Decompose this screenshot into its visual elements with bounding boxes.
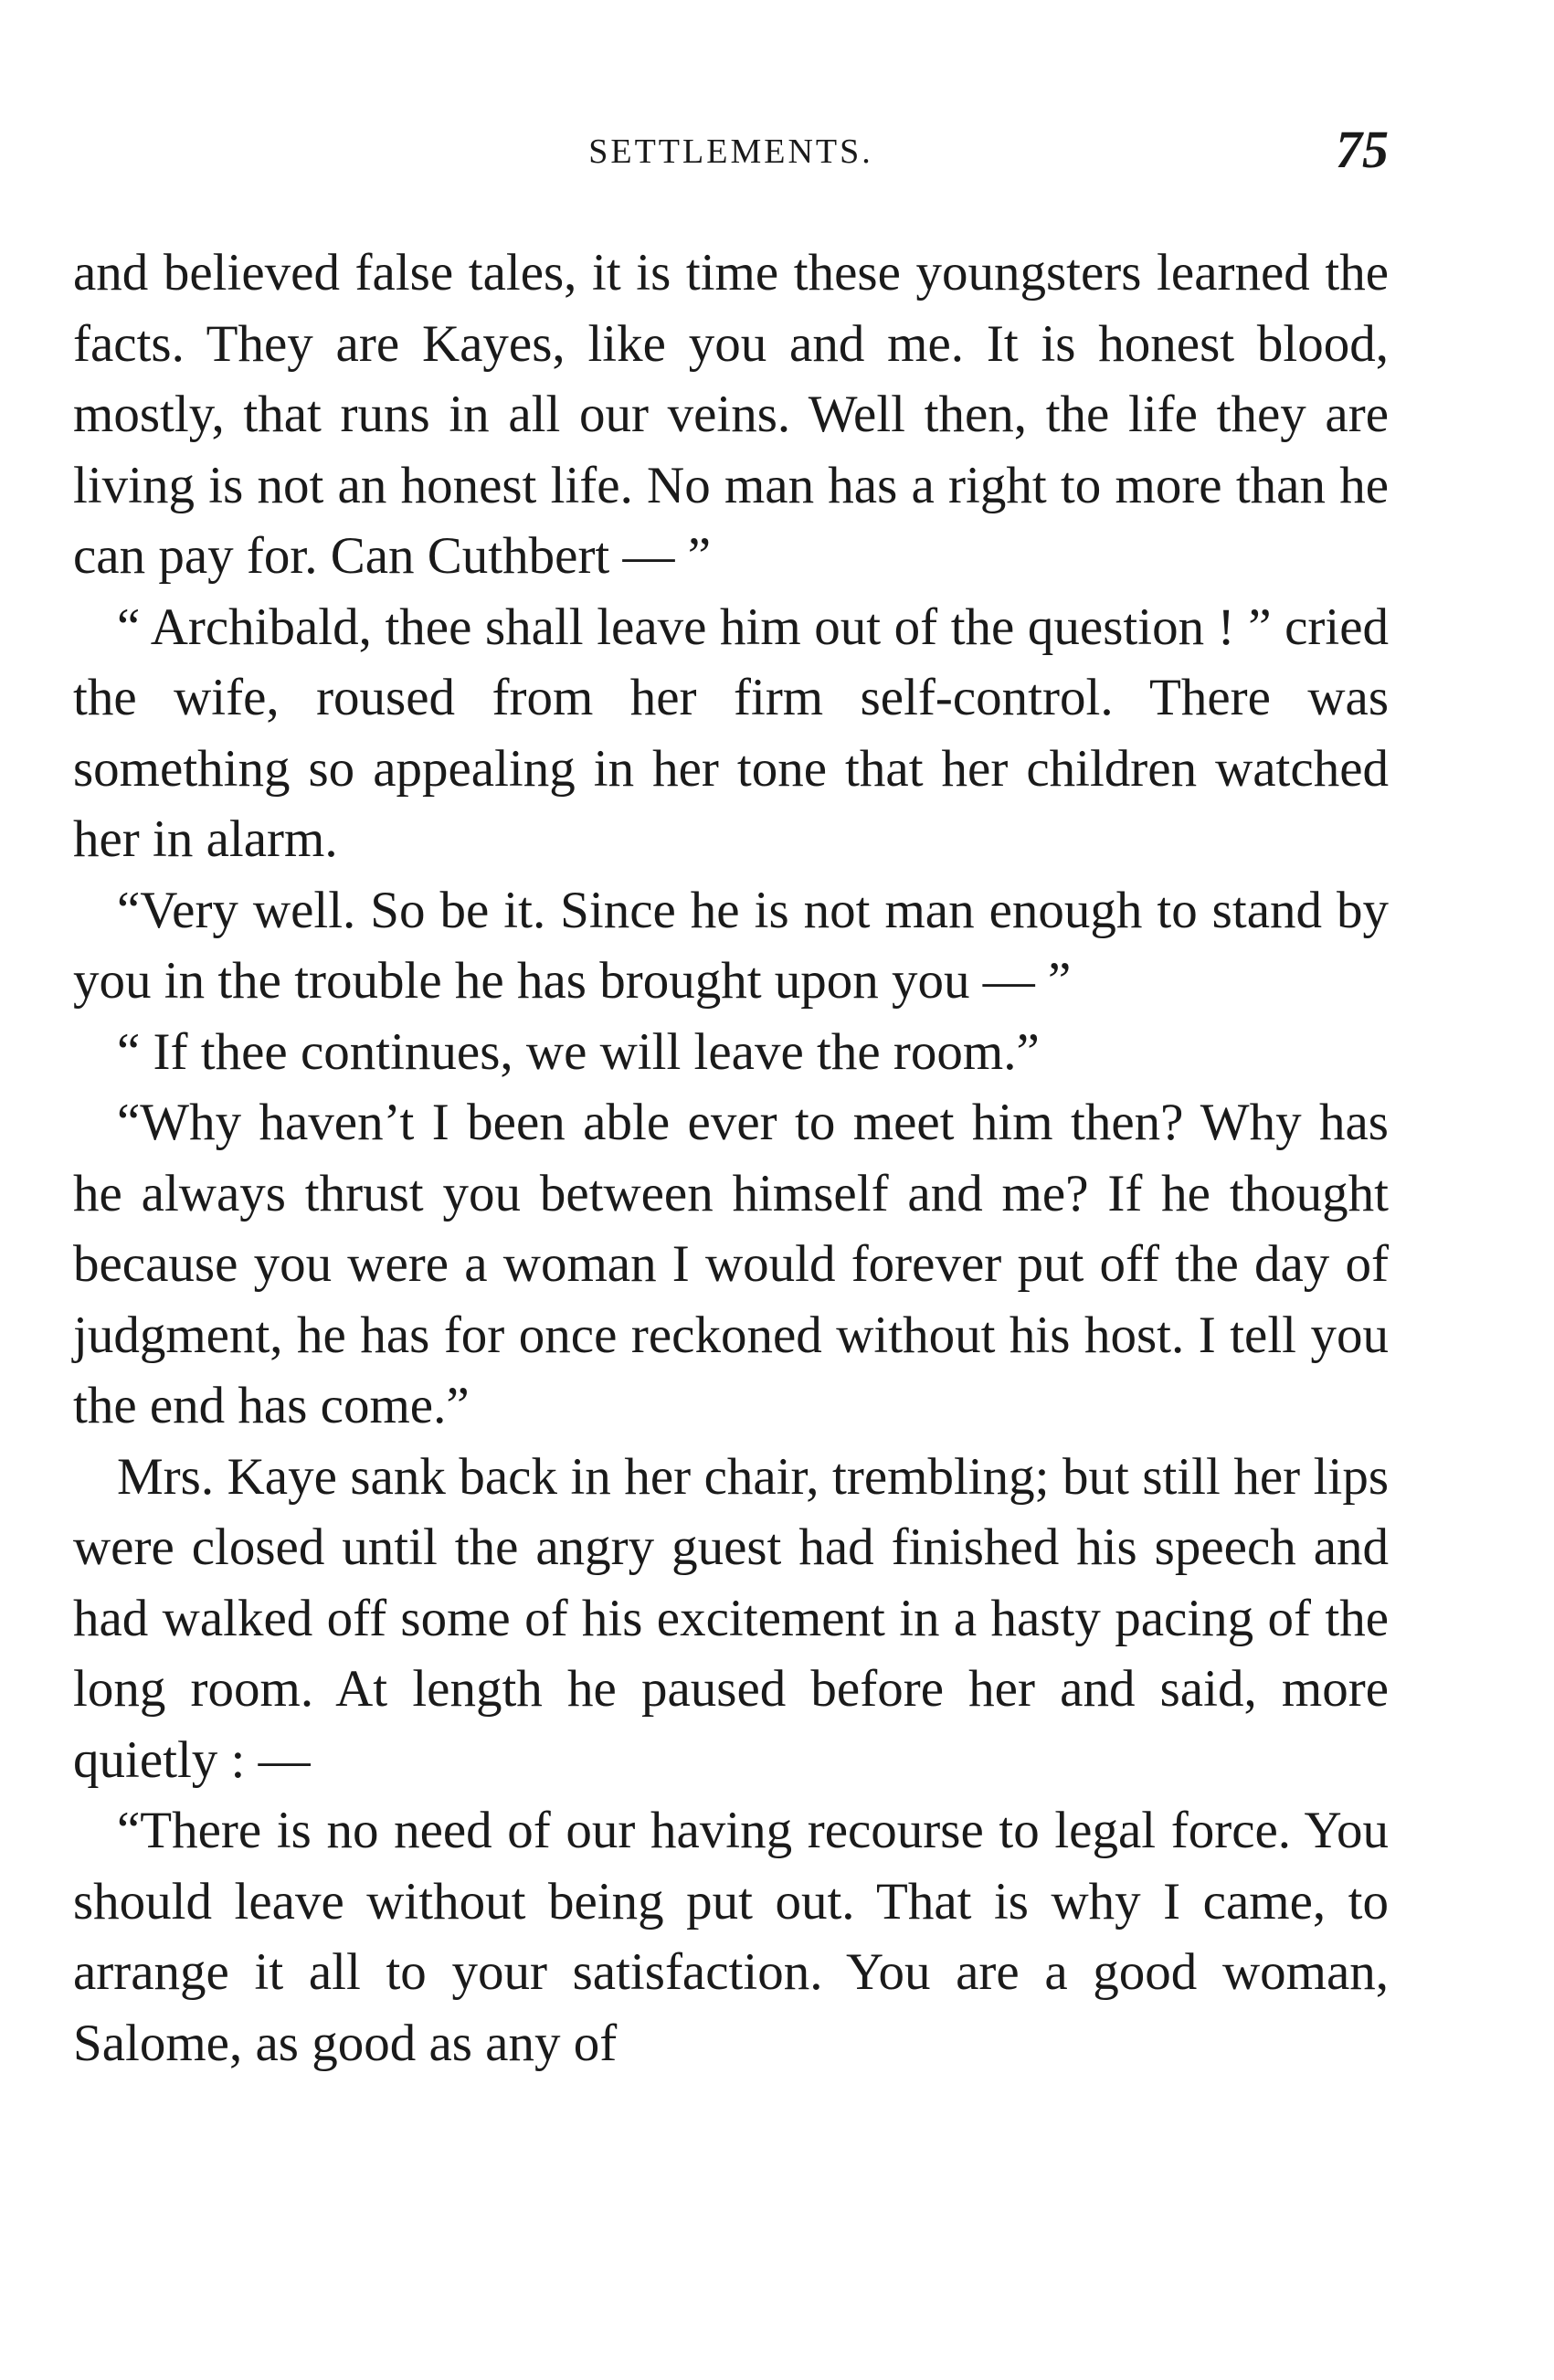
paragraph: and believed false tales, it is time these youngsters learned the facts. They are Kayes, like you and me. It is honest blood, mostly, that runs in all our veins. Well then, the life they are living is not an honest life. No man has a right to more than he can pay for. Can Cuthbert — ” xyxy=(73,244,1389,585)
paragraph: Mrs. Kaye sank back in her chair, trembling; but still her lips were closed until the angry guest had finished his speech and had walked off some of his excitement in a hasty pacing of the long room. At length he paused before her and said, more quietly : — xyxy=(73,1447,1389,1789)
paragraph: “Very well. So be it. Since he is not man enough to stand by you in the trouble he has brought upon you — ” xyxy=(73,881,1389,1010)
running-head xyxy=(73,119,1389,183)
paragraph: “ If thee continues, we will leave the room.” xyxy=(117,1022,1040,1081)
paragraph: “Why haven’t I been able ever to meet him then? Why has he always thrust you between himself and me? If he thought because you were a woman I would forever put off the day of judgment, he has for once reckoned without his host. I tell you the end has come.” xyxy=(73,1094,1389,1434)
page-number: 75 xyxy=(1336,120,1389,179)
paragraph: “ Archibald, thee shall leave him out of the question ! ” cried the wife, roused from her firm self-control. There was something so appealing in her tone that her children watched her in alarm. xyxy=(73,598,1389,868)
body-text xyxy=(73,238,1389,2079)
book-page xyxy=(73,119,1389,2079)
paragraph: “There is no need of our having recourse to legal force. You should leave without being put out. That is why I came, to arrange it all to your satisfaction. You are a good woman, Salome, as good as any of xyxy=(73,1802,1389,2072)
running-title: SETTLEMENTS. xyxy=(588,132,873,171)
